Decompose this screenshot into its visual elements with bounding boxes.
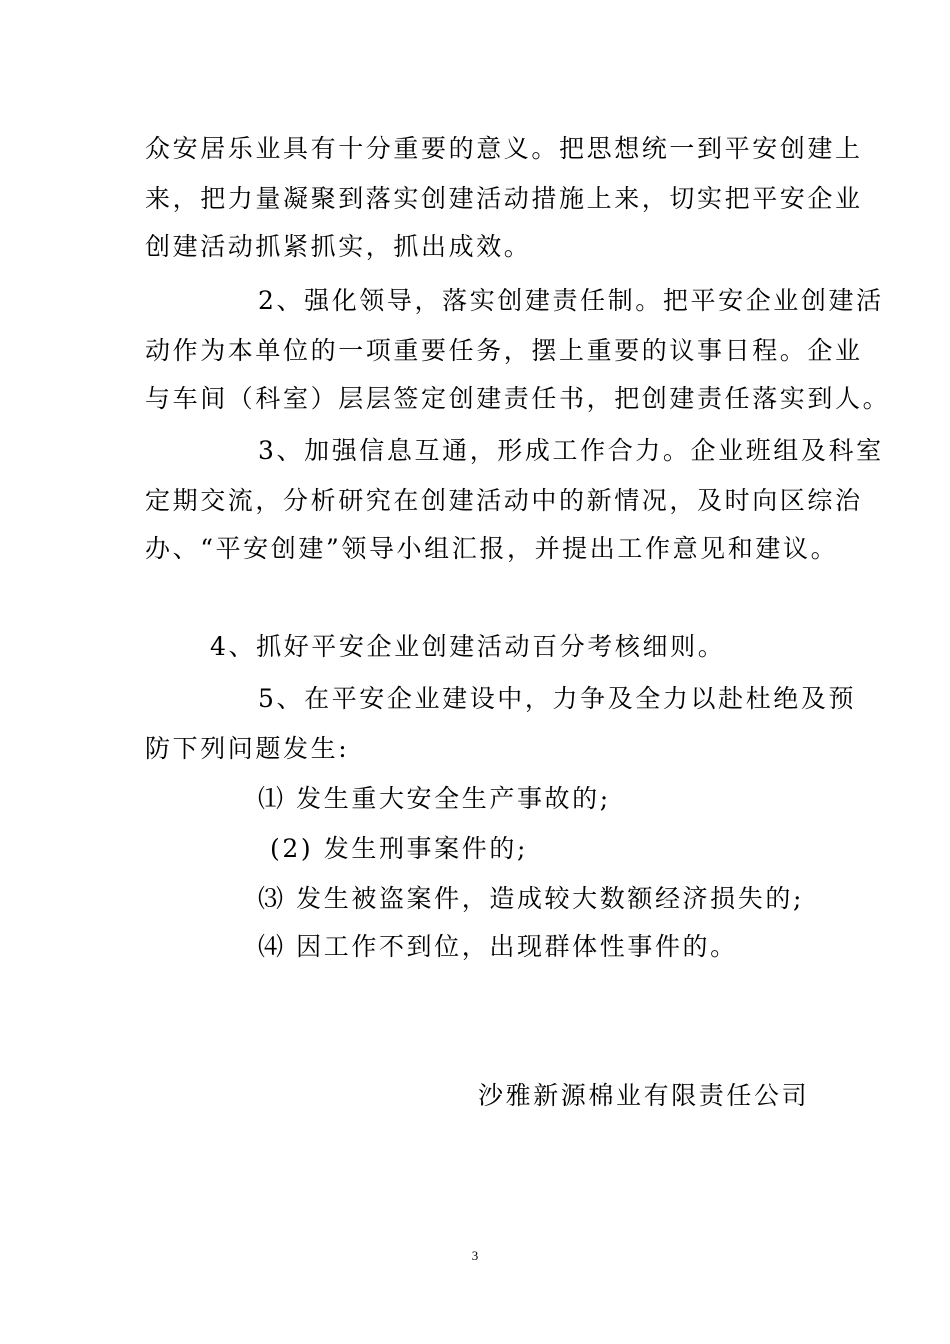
paragraph-line: 与车间（科室）层层签定创建责任书，把创建责任落实到人。 [145, 384, 891, 413]
paragraph-line: 创建活动抓紧抓实，抓出成效。 [145, 232, 532, 261]
paragraph-line: 5、在平安企业建设中，力争及全力以赴杜绝及预 [258, 684, 857, 713]
list-item: ⑷ 因工作不到位，出现群体性事件的。 [258, 932, 738, 961]
list-item: ⑴ 发生重大安全生产事故的; [258, 784, 611, 813]
paragraph-line: 防下列问题发生: [145, 734, 350, 763]
paragraph-line: 3、加强信息互通，形成工作合力。企业班组及科室 [258, 436, 884, 465]
paragraph-line: 来，把力量凝聚到落实创建活动措施上来，切实把平安企业 [145, 184, 863, 213]
paragraph-line: 4、抓好平安企业创建活动百分考核细则。 [210, 632, 726, 661]
paragraph-line: 定期交流，分析研究在创建活动中的新情况，及时向区综治 [145, 486, 863, 515]
page-number: 3 [471, 1248, 479, 1263]
list-item: (2) 发生刑事案件的; [270, 834, 528, 863]
signature-company-name: 沙雅新源棉业有限责任公司 [478, 1081, 810, 1110]
paragraph-line: 动作为本单位的一项重要任务，摆上重要的议事日程。企业 [145, 336, 863, 365]
paragraph-line: 众安居乐业具有十分重要的意义。把思想统一到平安创建上 [145, 134, 863, 163]
list-item: ⑶ 发生被盗案件，造成较大数额经济损失的; [258, 884, 804, 913]
paragraph-line: 2、强化领导，落实创建责任制。把平安企业创建活 [258, 286, 884, 315]
paragraph-line: 办、“平安创建”领导小组汇报，并提出工作意见和建议。 [145, 534, 839, 563]
